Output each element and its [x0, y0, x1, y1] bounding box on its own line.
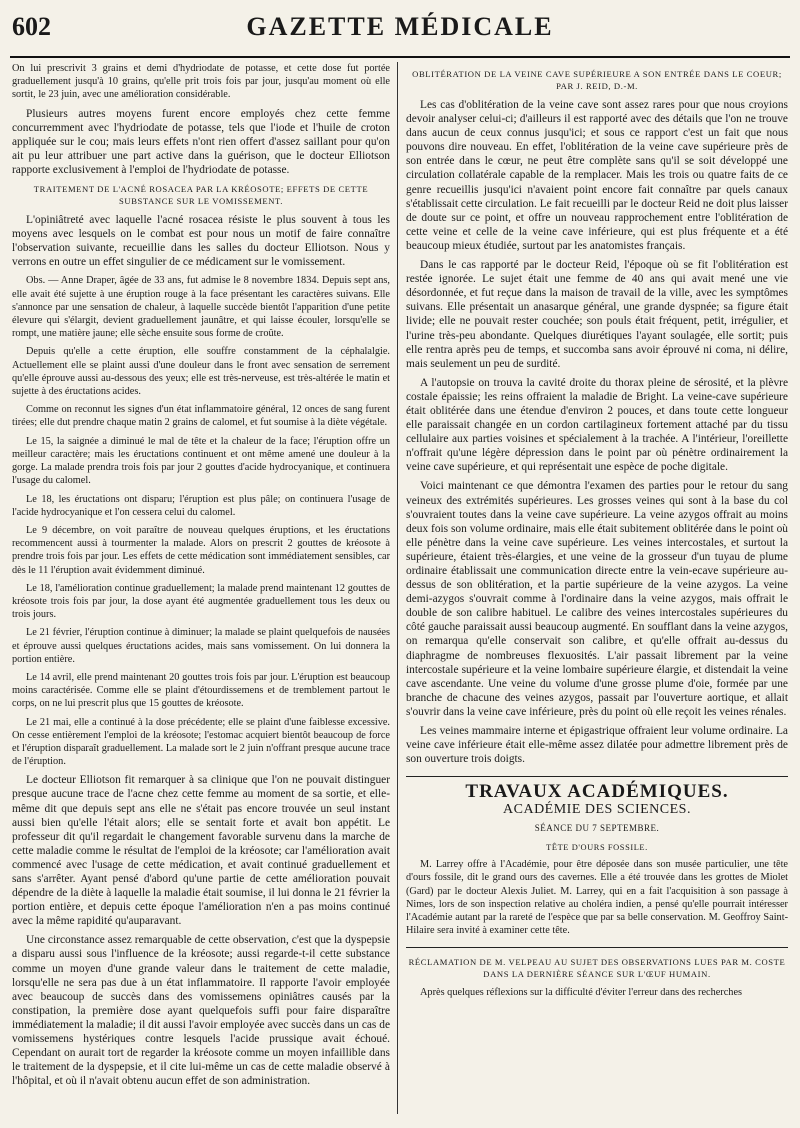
observation-paragraph: Le 18, les éructations ont disparu; l'éruption est plus pâle; on continuera l'usage de l'acide hydrocyanique et l'on cessera celui du calomel. [12, 493, 390, 518]
right-column [406, 62, 788, 1122]
masthead [10, 0, 790, 58]
veine-cave-section-title: OBLITÉRATION DE LA VEINE CAVE SUPÉRIEURE A SON ENTRÉE DANS LE COEUR; PAR J. REID, D.-M. [412, 69, 782, 91]
paragraph-cas: Les cas d'oblitération de la veine cave sont assez rares pour que nous croyions devoir analyser celui-ci; d'ailleurs il est rapporté avec des détails que l'on ne trouve dans aucun de ceux connus jusqu'ici; et sous ce rapport c'est un fait que nous pouvons dire nouveau. En effet, l'oblitération de la veine cave supérieure près de son entrée dans le cœur, ne peut être complète sans qu'il se soit développé une circulation collatérale capable de la remplacer. Mais les trois ou quatre faits de ce genre recueillis jusqu'ici n'avaient point encore fait connaître par quels canaux s'établissait cette circulation. Le fait recueilli par le docteur Reid ne doit plus laisser de doute sur ce point, et offre un nouveau rapprochement entre l'oblitération de cette veine et celle de la veine cave inférieure, qui est plus fréquente et a été beaucoup mieux étudiée, surtout par les anatomistes français. [406, 99, 788, 252]
paragraph-mammaire: Les veines mammaire interne et épigastrique offraient leur volume ordinaire. La veine cave inférieure était elle-même assez dilatée pour admettre librement près de son ouverture trois doigts. [406, 725, 788, 766]
column-divider [397, 62, 398, 1114]
reclamation-title: RÉCLAMATION DE M. VELPEAU AU SUJET DES OBSERVATIONS LUES PAR M. COSTE DANS LA DERNIÈRE SÉANCE SUR L'ŒUF HUMAIN. [408, 957, 786, 980]
observation-paragraph: Depuis qu'elle a cette éruption, elle souffre constamment de la céphalalgie. Actuellement elle se plaint aussi d'une douleur dans le front avec sensation de serrement qu'elle éprouve aussi au-dessous des yeux; elle est très-nerveuse, est très-altérée le matin et sujette à des éructations acides. [12, 346, 390, 398]
observation-paragraph: Le 21 mai, elle a continué à la dose précédente; elle se plaint d'une faiblesse excessive. On cesse entièrement l'emploi de la kréosote; l'estomac acquiert bientôt beaucoup de force et l'éruption disparaît graduellement. La malade sort le 2 juin n'offrant presque aucune trace de l'éruption. [12, 716, 390, 768]
page-number: 602 [12, 12, 51, 41]
section-rule [406, 947, 788, 948]
paragraph-plusieurs: Plusieurs autres moyens furent encore employés chez cette femme concurremment avec l'hydriodate de potasse, tels que l'iode et l'huile de croton appliquée sur le cou; mais leurs effets n'ont rien offert d'assez saillant pour qu'on ait pu leur attribuer une part active dans la guérison, que le docteur Elliotson rapporte exclusivement à l'emploi de l'hydriodate de potasse. [12, 107, 390, 176]
gazette-title: GAZETTE MÉDICALE [246, 12, 554, 41]
paragraph-opiniatrete: L'opiniâtreté avec laquelle l'acné rosacea résiste le plus souvent à tous les moyens avec lesquels on le combat est pour nous un motif de faire connaître l'observation suivante, recueillie dans les salles du docteur Elliotson. Nous y verrons en outre un effet singulier de ce médicament sur le vomissement. [12, 214, 390, 269]
section-rule [406, 776, 788, 777]
observation-paragraph: Obs. — Anne Draper, âgée de 33 ans, fut admise le 8 novembre 1834. Depuis sept ans, elle avait été sujette à une éruption rouge à la face présentant les caractères suivans. Elle s'annonce par une sensation de chaleur, à laquelle succède bientôt l'apparition d'une petite élevure qui s'élargit, devient graduellement jaunâtre, et qui laisse écouler, lorsqu'elle se rompt, une matière jaune; elle sèche ensuite sous forme de croûte. [12, 275, 390, 340]
observation-paragraph: Le 15, la saignée a diminué le mal de tête et la chaleur de la face; l'éruption offre un meilleur caractère; mais les éructations continuent et ont même amené une douleur à la gorge. La malade prendra trois fois par jour 2 gouttes d'acide hydrocyanique, et continuera l'usage du calomel. [12, 435, 390, 487]
observation-paragraph: Comme on reconnut les signes d'un état inflammatoire général, 12 onces de sang furent tirées; elle dut prendre chaque matin 2 grains de calomel, et fut soumise à la diète végétale. [12, 404, 390, 429]
seance-date: SÉANCE DU 7 SEPTEMBRE. [534, 822, 660, 833]
observation-paragraph: Le 14 avril, elle prend maintenant 20 gouttes trois fois par jour. L'éruption est beaucoup moins caractérisée. Comme elle se plaint d'étourdissemens et de tremblement partout le corps, on ne lui prescrit plus que 15 gouttes de kréosote. [12, 671, 390, 710]
left-column [12, 62, 390, 1122]
acne-section-title: TRAITEMENT DE L'ACNÉ ROSACEA PAR LA KRÉOSOTE; EFFETS DE CETTE SUBSTANCE SUR LE VOMISSEMENT. [33, 184, 369, 207]
paragraph-dans: Dans le cas rapporté par le docteur Reid, l'époque où se fit l'oblitération est restée ignorée. Le sujet était une femme de 40 ans qui avait mené une vie désordonnée, et fut reçue dans la maison de travail de la ville, avec les symptômes suivans. Elle présentait un anasarque général, une grande dyspnée; sa figure était livide; elle ne pouvait rester couchée; son pouls était fréquent, petit, irrégulier, et l'urine très-peu abondante. Quelques diurétiques l'ayant soulagée, elle sortit; puis elle rentra après peu de temps, et succomba sans avoir éprouvé ni coma, ni délire, mais seulement un peu de surdité. [406, 259, 788, 370]
paragraph-larrey: M. Larrey offre à l'Académie, pour être déposée dans son musée particulier, une tête d'ours fossile, dit le grand ours des cavernes. Elle a été trouvée dans les grottes de Miolet (Gard) par le docteur Alexis Juliet. M. Larrey, qui en a fait l'acquisition à son passage à Nimes, lors de son inspection relative au choléra indien, a pensé qu'elle pourrait intéresser l'Académie autant par la rareté de l'espèce que par sa belle conservation. M. Geoffroy Saint-Hilaire sera invité à examiner cette tête. [406, 859, 788, 937]
paragraph-circonstance: Une circonstance assez remarquable de cette observation, c'est que la dyspepsie a disparu aussi sous l'influence de la kréosote; aussi regarde-t-il cette substance comme un moyen d'une grande valeur dans le traitement de cette maladie, lorsqu'elle ne sera pas due à un état inflammatoire. Il rapporte l'avoir employée avec beaucoup de succès dans des vomissemens opiniâtres causés par la constipation, la première dose ayant quelquefois suffi pour faire disparaître immédiatement la maladie; il dit aussi l'avoir employée avec succès dans un cas de vomissemens hystériques contre lesquels l'acide prussique avait échoué. Cependant on aurait tort de regarder la kréosote comme un moyen infaillible dans le traitement de la dyspepsie, et il cite lui-même un cas de cette maladie observé à l'hôpital, et où il n'avait obtenu aucun effet de son administration. [12, 934, 390, 1088]
observation-paragraph: Le 21 février, l'éruption continue à diminuer; la malade se plaint quelquefois de nausées et éprouve aussi quelques éructations acides, mais sans vomissement. On lui donnera la portion entière. [12, 627, 390, 665]
paragraph-autopsie: A l'autopsie on trouva la cavité droite du thorax pleine de sérosité, et la plèvre costale épaissie; les reins offraient la maladie de Bright. La veine-cave supérieure était oblitérée dans une étendue d'environ 2 pouces, et dans toute cette longueur elle paraissait changée en un cordon cartilagineux fortement attaché par du tissu cellulaire aux parties voisines et spécialement à la trachée. A l'intérieur, l'oreillette n'offrait qu'une légère dépression dans le point par où pénètre ordinairement la veine cave supérieure, et qui représentait une espèce de poche digitale. [406, 376, 788, 474]
paragraph-apres: Après quelques réflexions sur la difficulté d'éviter l'erreur dans des recherches [420, 987, 743, 999]
travaux-heading: TRAVAUX ACADÉMIQUES. [465, 781, 729, 803]
tete-ours-title: TÊTE D'OURS FOSSILE. [546, 842, 648, 852]
observation-paragraph: Le 9 décembre, on voit paraître de nouveau quelques éruptions, et les éructations recommencent aussi à tourmenter la malade. Alors on prescrit 2 gouttes de kréosote à prendre trois fois par jour. Les effets de cette médication sont immédiatement sensibles, car dès le 11 l'éruption avait évidemment diminué. [12, 524, 390, 576]
intro-paragraph: On lui prescrivit 3 grains et demi d'hydriodate de potasse, et cette dose fut portée graduellement jusqu'à 10 grains, qu'elle prit trois fois par jour, jusqu'au moment où elle sortit, le 23 juin, avec une amélioration considérable. [12, 63, 390, 101]
academie-heading: ACADÉMIE DES SCIENCES. [503, 801, 691, 817]
paragraph-voici: Voici maintenant ce que démontra l'examen des parties pour le retour du sang veineux des extrémités supérieures. Les grosses veines qui sont à la base du col s'ouvraient toutes dans la veine cave supérieure. La veine azygos offrait au moins deux fois son volume ordinaire, mais elle était subitement oblitérée dans le point où elle pénètre dans la veine cave supérieure. Les veines intercostales, et surtout la supérieure, étaient très-élargies, et une veine de la grosseur d'un tuyau de plume ordinaire établissait une communication directe entre la vein-ecave supérieure au-dessus de son oblitération, et la partie supérieure de la veine azygos. La veine demi-azygos s'ouvrait comme à l'ordinaire dans la veine azygos, mais offrait le double de son calibre habituel. Le calibre des veines intercostales supérieures du côté gauche paraissait aussi beaucoup augmenté. En soufflant dans la veine azygos, on remarqua qu'elle conservait son calibre, et qu'elle offrait au-dessus du diaphragme de nombreuses flexuosités. L'air passait librement par la veine intercostale supérieure et la veine lombaire supérieure élargie, et distendait la veine cave ascendante. Une veine du volume d'une grosse plume d'oie, formée par une branche de chacune des veines azygos, passait par l'ouverture aortique, et allait s'ouvrir dans la veine cave inférieure, près du point où elle reçoit les veines rénales. [406, 480, 788, 718]
observation-paragraph: Le 18, l'amélioration continue graduellement; la malade prend maintenant 12 gouttes de kréosote trois fois par jour, la dose ayant été augmentée graduellement tous les deux ou trois jours. [12, 582, 390, 621]
paragraph-elliotson: Le docteur Elliotson fit remarquer à sa clinique que l'on ne pouvait distinguer presque aucune trace de l'acne chez cette femme au moment de sa sortie, et elle-même dit que depuis sept ans elle ne s'était pas encore trouvée un seul instant aussi bien qu'elle l'était alors; elle se sentait forte et avait bon appétit. Le professeur dit qu'il regardait le changement favorable survenu dans la marche de cette maladie comme le résultat de l'emploi de la kréosote; car l'amélioration avait commencé avec l'usage de cette médication, et avait continué graduellement et sans s'arrêter. Ayant pensé d'abord qu'une partie de cette amélioration pouvait dépendre de la diète à laquelle la maladie était soumise, il lui donna le 21 février la portion entière, et depuis cette époque l'amélioration n'en a pas moins continué avec la même rapidité qu'auparavant. [12, 774, 390, 928]
